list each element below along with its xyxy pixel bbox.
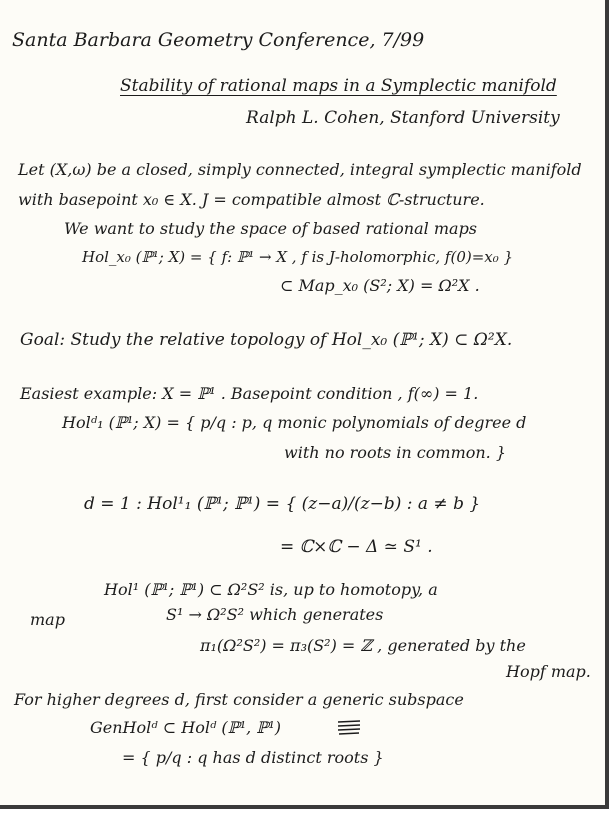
generic-line3: = { p/q : q has d distinct roots }: [122, 748, 384, 767]
generic-line2: GenHolᵈ ⊂ Holᵈ (ℙ¹, ℙ¹): [90, 718, 281, 737]
d1-line1: d = 1 : Hol¹₁ (ℙ¹; ℙ¹) = { (z−a)/(z−b) : a ≠ b }: [84, 494, 481, 514]
para1-line3: We want to study the space of based rational maps: [64, 219, 478, 238]
hopf-line3: π₁(Ω²S²) = π₃(S²) = ℤ , generated by the: [200, 636, 526, 655]
hopf-line4: Hopf map.: [506, 662, 591, 681]
hopf-line2: S¹ → Ω²S² which generates: [166, 605, 384, 624]
para1-line4: Hol_x₀ (ℙ¹; X) = { f: ℙ¹ → X , f is J-holomorphic, f(0)=x₀ }: [82, 248, 514, 266]
hopf-line1: Hol¹ (ℙ¹; ℙ¹) ⊂ Ω²S² is, up to homotopy, a: [104, 580, 438, 599]
para1-line5: ⊂ Map_x₀ (S²; X) = Ω²X .: [280, 276, 480, 295]
generic-line1: For higher degrees d, first consider a generic subspace: [14, 690, 464, 709]
para1-line1: Let (X,ω) be a closed, simply connected, integral symplectic manifold: [18, 160, 582, 179]
example-line3: with no roots in common. }: [284, 443, 507, 462]
d1-line2: = ℂ×ℂ − Δ ≃ S¹ .: [280, 537, 433, 557]
scribble-mark: [336, 718, 362, 738]
example-line1: Easiest example: X = ℙ¹ . Basepoint condition , f(∞) = 1.: [20, 384, 479, 403]
goal-line: Goal: Study the relative topology of Hol_x₀ (ℙ¹; X) ⊂ Ω²X.: [20, 330, 513, 350]
talk-title: Stability of rational maps in a Symplectic manifold: [120, 76, 557, 96]
author-line: Ralph L. Cohen, Stanford University: [246, 108, 560, 128]
example-line2: Holᵈ₁ (ℙ¹; X) = { p/q : p, q monic polynomials of degree d: [62, 413, 527, 432]
para1-line2: with basepoint x₀ ∈ X. J = compatible almost ℂ-structure.: [18, 190, 485, 209]
hopf-map-label: map: [30, 610, 65, 629]
conference-header: Santa Barbara Geometry Conference, 7/99: [12, 29, 425, 51]
